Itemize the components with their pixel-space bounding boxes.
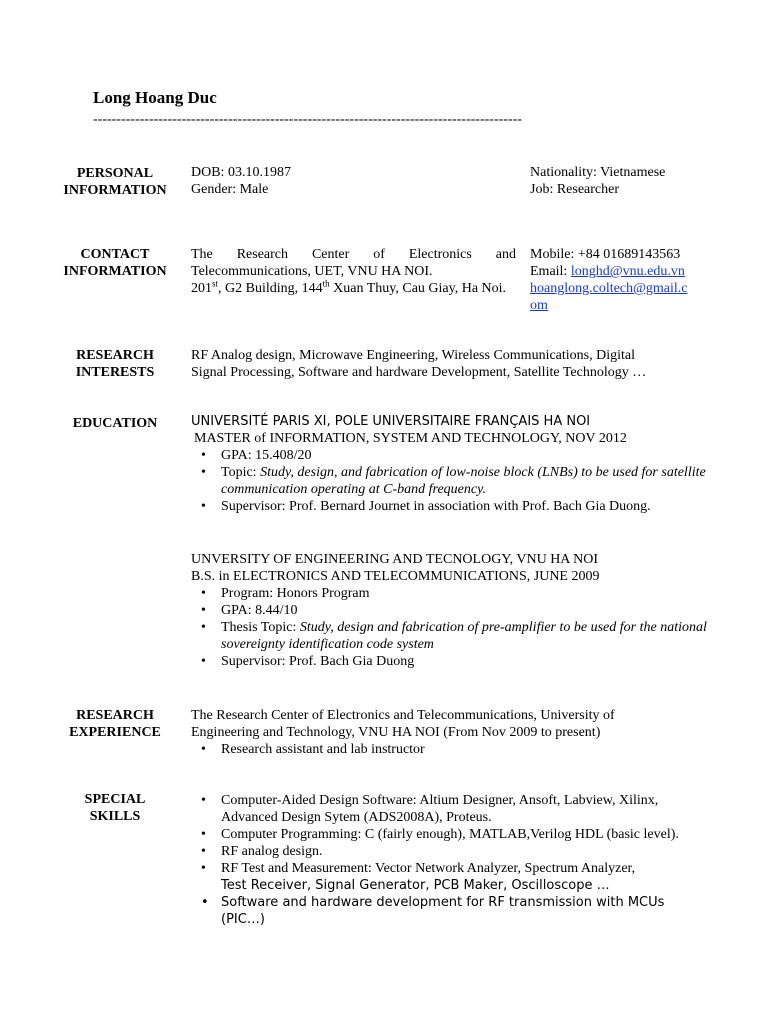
job: Job: Researcher [530,182,620,197]
education-entry-bachelor [191,551,721,670]
section-label-research-experience: RESEARCH EXPERIENCE [69,708,161,740]
experience-item: • Research assistant and lab instructor [191,741,671,758]
personal-details-right [530,164,730,198]
contact-channels [530,246,730,314]
address-building: 201st, G2 Building, 144th Xuan Thuy, Cau Giay, Ha Noi. [191,278,507,296]
skill-rf-design: • RF analog design. [191,843,711,860]
section-label-personal: PERSONAL INFORMATION [63,166,167,198]
gpa-bachelor: • GPA: 8.44/10 [191,602,721,619]
supervisor-master: • Supervisor: Prof. Bernard Journet in association with Prof. Bach Gia Duong. [191,498,721,515]
gender: Gender: Male [191,182,269,197]
email-link-secondary-cont[interactable]: om [530,298,548,313]
section-label-research-interests: RESEARCH INTERESTS [75,348,155,380]
school-paris: UNIVERSITÉ PARIS XI, POLE UNIVERSITAIRE FRANÇAIS HA NOI [191,414,591,429]
contact-address [191,246,516,297]
address-line: The Research Center of Electronics and Telecommunications, UET, VNU HA NOI. [191,247,516,279]
education-entry-master [191,413,721,515]
mobile: Mobile: +84 01689143563 [530,247,681,262]
degree-bachelor: B.S. in ELECTRONICS AND TELECOMMUNICATIONS, JUNE 2009 [191,569,600,584]
research-interests-text: RF Analog design, Microwave Engineering, Wireless Communications, Digital Signal Processing, Software and hardware Development, Satellite Technology … [191,348,647,380]
header-divider: -------------------------------------------------------------------------------------------- [93,112,522,127]
program-bachelor: • Program: Honors Program [191,585,721,602]
section-label-skills: SPECIAL SKILLS [84,792,146,824]
gpa-master: • GPA: 15.408/20 [191,447,721,464]
email-row: Email: longhd@vnu.edu.vn [530,264,685,279]
section-label-contact: CONTACT INFORMATION [63,247,167,279]
dob: DOB: 03.10.1987 [191,165,291,180]
supervisor-bachelor: • Supervisor: Prof. Bach Gia Duong [191,653,721,670]
section-label-education: EDUCATION [72,416,158,431]
school-uet: UNVERSITY OF ENGINEERING AND TECNOLOGY, VNU HA NOI [191,552,599,567]
candidate-name: Long Hoang Duc [93,88,217,107]
email-link-primary[interactable]: longhd@vnu.edu.vn [570,264,685,279]
thesis-bachelor: • Thesis Topic: Study, design and fabrication of pre-amplifier to be used for the national sovereignty identification code system [191,619,721,653]
skill-cad: • Computer-Aided Design Software: Altium Designer, Ansoft, Labview, Xilinx, Advanced Design Sytem (ADS2008A), Proteus. [191,792,711,826]
degree-master: MASTER of INFORMATION, SYSTEM AND TECHNOLOGY, NOV 2012 [194,431,627,446]
nationality: Nationality: Vietnamese [530,165,666,180]
skill-rf-test: • RF Test and Measurement: Vector Network Analyzer, Spectrum Analyzer, Test Receiver, Signal Generator, PCB Maker, Oscilloscope … [191,860,711,894]
skill-programming: • Computer Programming: C (fairly enough), MATLAB,Verilog HDL (basic level). [191,826,711,843]
skill-sw-hw: • Software and hardware development for RF transmission with MCUs (PIC…) [191,894,711,928]
personal-details [191,164,511,198]
email-link-secondary[interactable]: hoanglong.coltech@gmail.c [530,281,688,296]
skills-list [191,792,711,928]
research-experience-text: The Research Center of Electronics and Telecommunications, University of Engineering and Technology, VNU HA NOI (From Nov 2009 to present) • Research assistant and lab instructor [191,707,671,758]
topic-master: • Topic: Study, design, and fabrication of low-noise block (LNBs) to be used for satellite communication operating at C-band frequency. [191,464,721,498]
